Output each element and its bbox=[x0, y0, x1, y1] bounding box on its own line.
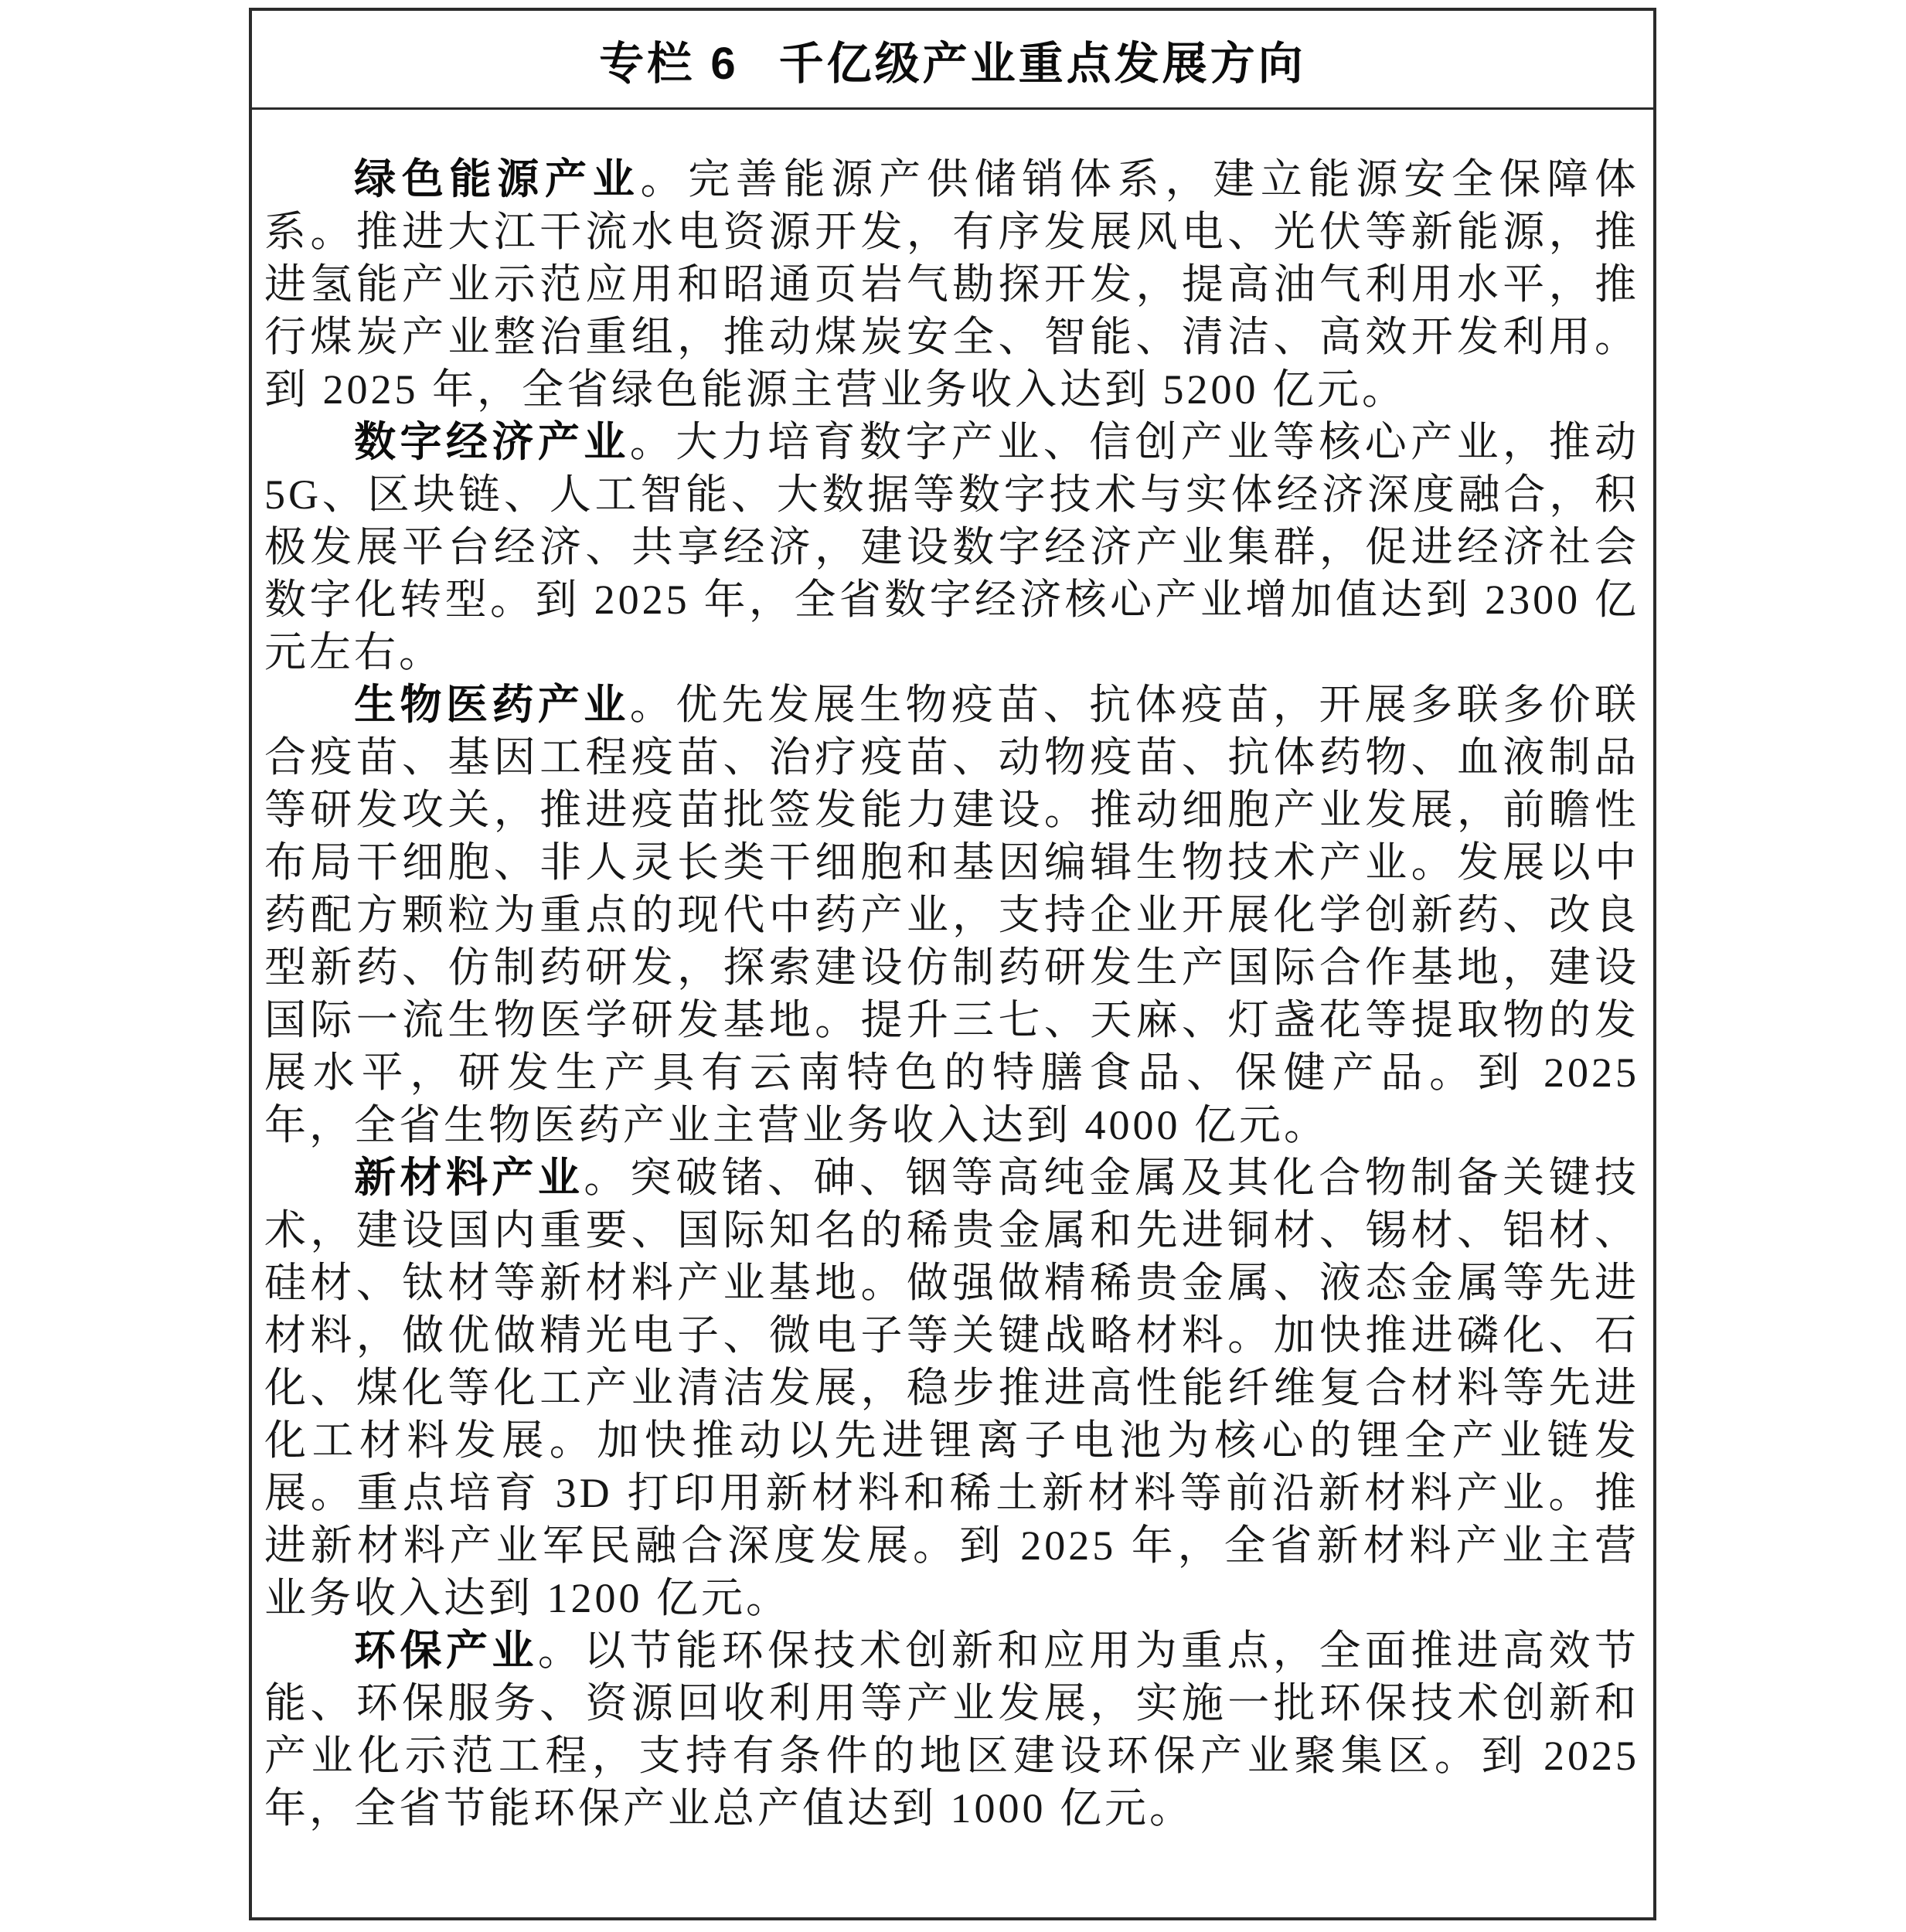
paragraph-biomedicine bbox=[264, 679, 1639, 1151]
paragraph-new-materials-lead: 新材料产业 bbox=[354, 1155, 584, 1201]
column-header bbox=[252, 11, 1653, 110]
paragraph-biomedicine-text: 。优先发展生物疫苗、抗体疫苗，开展多联多价联合疫苗、基因工程疫苗、治疗疫苗、动物疫苗、抗体药物、血液制品等研发攻关，推进疫苗批签发能力建设。推动细胞产业发展，前瞻性布局干细胞、非人灵长类干细胞和基因编辑生物技术产业。发展以中药配方颗粒为重点的现代中药产业，支持企业开展化学创新药、改良型新药、仿制药研发，探索建设仿制药研发生产国际合作基地，建设国际一流生物医学研发基地。提升三七、天麻、灯盏花等提取物的发展水平，研发生产具有云南特色的特膳食品、保健产品。到 2025 年，全省生物医药产业主营业务收入达到 4000 亿元。 bbox=[264, 682, 1640, 1148]
column-box bbox=[249, 8, 1656, 1920]
paragraph-green-energy-text: 。完善能源产供储销体系，建立能源安全保障体系。推进大江干流水电资源开发，有序发展风电、光伏等新能源，推进氢能产业示范应用和昭通页岩气勘探开发，提高油气利用水平，推行煤炭产业整治重组，推动煤炭安全、智能、清洁、高效开发利用。到 2025 年，全省绿色能源主营业务收入达到 5200 亿元。 bbox=[264, 156, 1640, 413]
paragraph-environmental-protection bbox=[264, 1624, 1639, 1835]
column-label: 专栏 6 bbox=[599, 38, 739, 89]
paragraph-environmental-protection-lead: 环保产业 bbox=[354, 1628, 538, 1674]
paragraph-digital-economy-lead: 数字经济产业 bbox=[354, 419, 630, 465]
paragraph-digital-economy bbox=[264, 416, 1639, 679]
paragraph-biomedicine-lead: 生物医药产业 bbox=[354, 682, 630, 728]
column-title: 千亿级产业重点发展方向 bbox=[778, 38, 1306, 89]
paragraph-new-materials-text: 。突破锗、砷、铟等高纯金属及其化合物制备关键技术，建设国内重要、国际知名的稀贵金属和先进铜材、锡材、铝材、硅材、钛材等新材料产业基地。做强做精稀贵金属、液态金属等先进材料，做优做精光电子、微电子等关键战略材料。加快推进磷化、石化、煤化等化工产业清洁发展，稳步推进高性能纤维复合材料等先进化工材料发展。加快推动以先进锂离子电池为核心的锂全产业链发展。重点培育 3D 打印用新材料和稀土新材料等前沿新材料产业。推进新材料产业军民融合深度发展。到 2025 年，全省新材料产业主营业务收入达到 1200 亿元。 bbox=[264, 1155, 1640, 1621]
paragraph-environmental-protection-text: 。以节能环保技术创新和应用为重点，全面推进高效节能、环保服务、资源回收利用等产业发展，实施一批环保技术创新和产业化示范工程，支持有条件的地区建设环保产业聚集区。到 2025 年，全省节能环保产业总产值达到 1000 亿元。 bbox=[264, 1628, 1639, 1832]
paragraph-digital-economy-text: 。大力培育数字产业、信创产业等核心产业，推动 5G、区块链、人工智能、大数据等数字技术与实体经济深度融合，积极发展平台经济、共享经济，建设数字经济产业集群，促进经济社会数字化转型。到 2025 年，全省数字经济核心产业增加值达到 2300 亿元左右。 bbox=[264, 419, 1640, 675]
paragraph-green-energy-lead: 绿色能源产业 bbox=[354, 156, 641, 202]
paragraph-new-materials bbox=[264, 1151, 1639, 1624]
column-body bbox=[252, 110, 1653, 1915]
paragraph-green-energy bbox=[264, 153, 1639, 416]
